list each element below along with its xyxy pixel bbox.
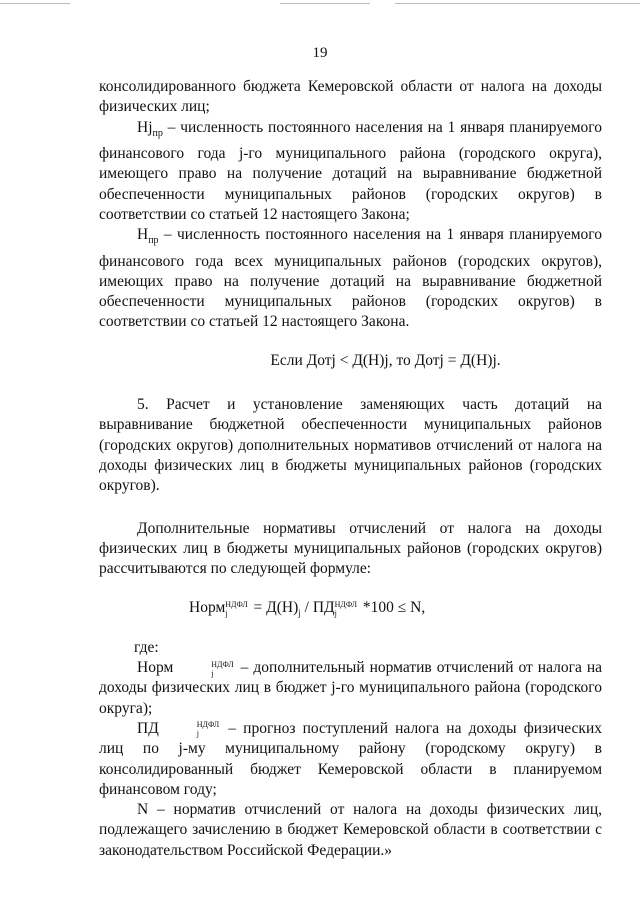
condition-formula: Если Дотj < Д(Н)j, то Дотj = Д(Н)j. [270,351,501,369]
formula-pd-sub: j [334,608,337,618]
document-body [99,77,602,861]
definition-hj-text: – численность постоянного населения на 1 января планируемого финансового года j-го муниципального района (городского округа), имеющего право на получение дотаций на выравнивание бюджетной обеспеченности муниципальных районов (городских округов) в соответствии со статьей 12 настоящего Закона; [99,118,602,223]
section-5-heading: 5. Расчет и установление заменяющих часть дотаций на выравнивание бюджетной обеспеченности муниципальных районов (городских округов) дополнительных нормативов отчислений от налога на доходы физических лиц в бюджеты муниципальных районов (городских округов). [99,396,602,495]
scan-top-line [0,3,70,4]
def-norm-symbol: Норм [137,659,174,677]
norm-formula [99,598,602,623]
page-number: 19 [312,45,328,61]
paragraph-normatives: Дополнительные нормативы отчислений от налога на доходы физических лиц в бюджеты муниципальных районов (городских округов) рассчитываются по следующей формуле: [99,519,602,578]
def-norm-sup: НДФЛ [211,659,234,669]
formula-norm-sub: j [225,608,228,618]
paragraph-continuation: консолидированного бюджета Кемеровской области от налога на доходы физических лиц; [99,78,602,116]
definition-h-text: – численность постоянного населения на 1 января планируемого финансового года всех муниципальных районов (городских округов), имеющих право на получение дотаций на выравнивание бюджетной обеспеченности муниципальных районов (городских округов) в соответствии со статьей 12 настоящего Закона. [99,226,602,331]
formula-norm-sup: НДФЛ [225,599,248,609]
definition-hj [99,118,602,226]
formula-eq: = Д(Н) [249,599,299,617]
formula-pd-symbol: / ПД [300,599,335,617]
formula-norm-symbol: Норм [189,599,226,617]
symbol-hj: Hj [137,118,153,136]
formula-norm-index [225,600,247,618]
def-pd-sup: НДФЛ [196,720,220,730]
symbol-hj-subscript: пр [152,127,163,139]
formula-rest: *100 ≤ N, [359,599,426,617]
def-pd-symbol: ПД [137,720,159,737]
formula-pd-sup: НДФЛ [334,599,357,609]
def-norm-index [173,660,233,678]
scan-top-line [280,3,370,4]
def-pd-sub: j [196,729,200,739]
definition-norm [99,658,602,719]
formula-dn-sub: j [298,608,301,619]
definition-h [99,225,602,333]
def-norm-sub: j [211,668,214,678]
where-label: где: [134,638,159,656]
formula-pd-index [335,600,357,618]
symbol-h: H [137,226,149,244]
def-norm-text: – дополнительный норматив отчислений от налога на доходы физических лиц в бюджет j-го муниципального района (городского округа); [99,659,602,717]
def-pd-index [159,720,219,738]
scan-top-line [395,3,640,4]
def-pd-text: – прогноз поступлений налога на доходы физических лиц по j-му муниципальному району (городскому округу) в консолидированный бюджет Кемеровской области в планируемом финансовом году; [99,720,602,798]
definition-n: N – норматив отчислений от налога на доходы физических лиц, подлежащего зачислению в бюджет Кемеровской области в соответствии с законодательством Российской Федерации.» [99,801,602,859]
definition-pd [99,719,602,800]
symbol-h-subscript: пр [148,235,159,247]
